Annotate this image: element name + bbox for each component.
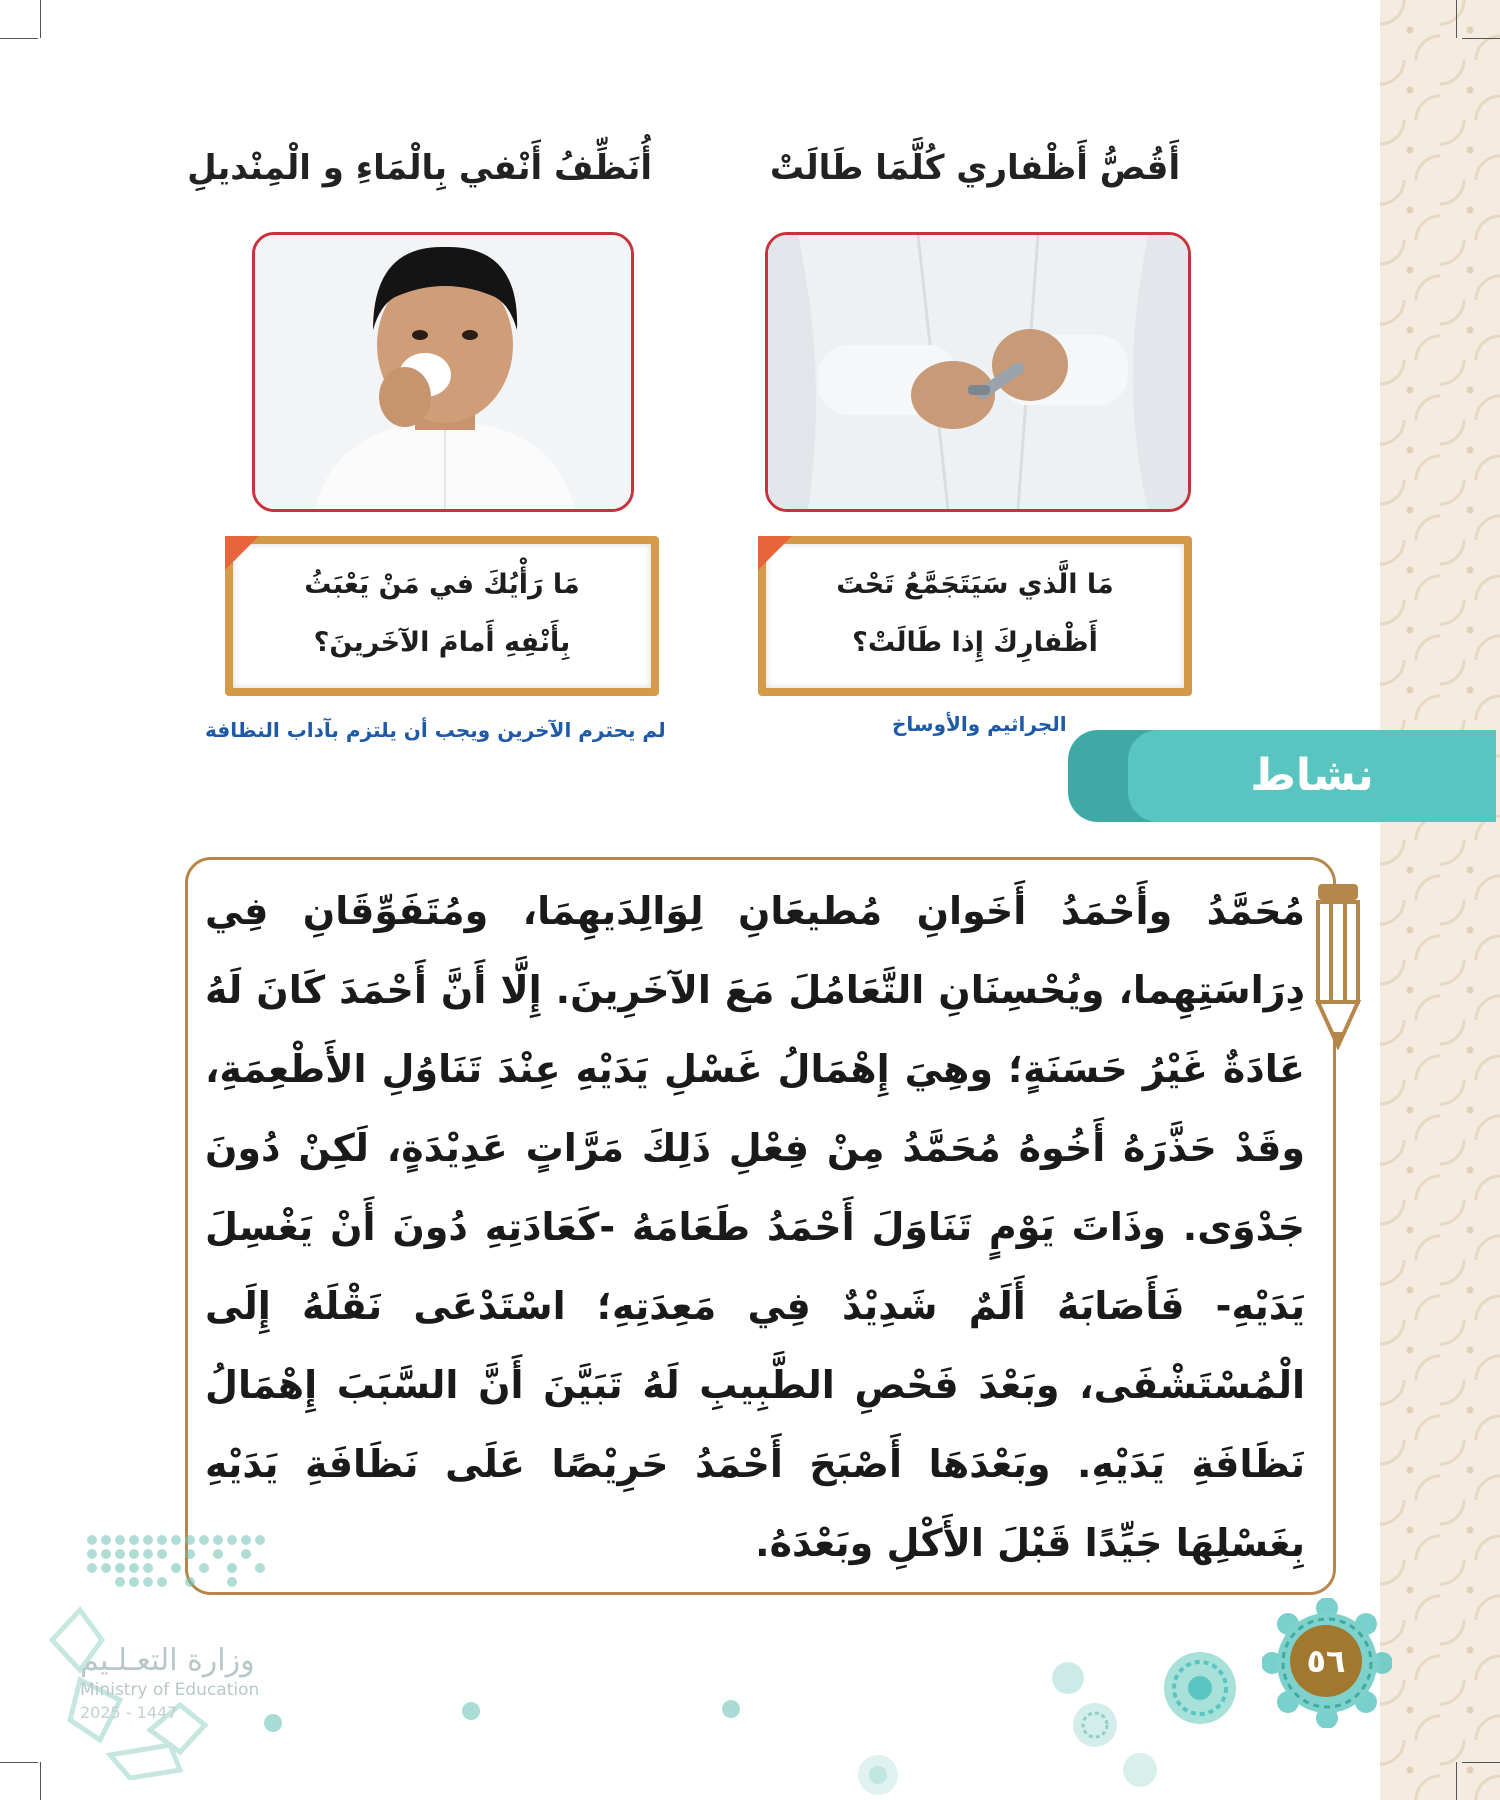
ministry-name-arabic: وزارة التعـلـيم bbox=[80, 1643, 255, 1678]
rosette-ornament bbox=[720, 1698, 742, 1720]
question-text bbox=[233, 556, 651, 672]
activity-label: نشاط bbox=[1250, 750, 1374, 801]
card-caption-nails: أَقُصُّ أَظْفاري كُلَّمَا طَالَتْ bbox=[769, 148, 1181, 188]
crop-mark bbox=[1462, 1762, 1500, 1763]
page-number: ٥٦ bbox=[1306, 1642, 1346, 1680]
question-line: بِأَنْفِهِ أَمامَ الآخَرينَ؟ bbox=[313, 627, 571, 658]
card-caption-nose: أُنَظِّفُ أَنْفي بِالْمَاءِ و الْمِنْديلِ bbox=[187, 148, 652, 188]
rosette-ornament bbox=[460, 1700, 482, 1722]
crop-mark bbox=[0, 1762, 38, 1763]
question-line: مَا الَّذي سَيَتَجَمَّعُ تَحْتَ bbox=[836, 569, 1114, 600]
story-paragraph: مُحَمَّدُ وأَحْمَدُ أَخَوانِ مُطيعَانِ لِوَالِدَيهِمَا، ومُتَفَوِّقَانِ فِي دِرَاسَتِهِما، ويُحْسِنَانِ التَّعَامُلَ مَعَ الآخَرِينَ. إِلَّا أَنَّ أَحْمَدَ كَانَ لَهُ عَادَةٌ غَيْرُ حَسَنَةٍ؛ وهِيَ إِهْمَالُ غَسْلِ يَدَيْهِ عِنْدَ تَنَاوُلِ الأَطْعِمَةِ، وقَدْ حَذَّرَهُ أَخُوهُ مُحَمَّدُ مِنْ فِعْلِ ذَلِكَ مَرَّاتٍ عَدِيْدَةٍ، لَكِنْ دُونَ جَدْوَى. وذَاتَ يَوْمٍ تَنَاوَلَ أَحْمَدُ طَعَامَهُ -كَعَادَتِهِ دُونَ أَنْ يَغْسِلَ يَدَيْهِ- فَأَصَابَهُ أَلَمٌ شَدِيْدٌ فِي مَعِدَتِهِ؛ اسْتَدْعَى نَقْلَهُ إِلَى الْمُسْتَشْفَى، وبَعْدَ فَحْصِ الطَّبِيبِ لَهُ تَبَيَّنَ أَنَّ السَّبَبَ إِهْمَالُ نَظَافَةِ يَدَيْهِ. وبَعْدَهَا أَصْبَحَ أَحْمَدُ حَرِيْصًا عَلَى نَظَافَةِ يَدَيْهِ بِغَسْلِهَا جَيِّدًا قَبْلَ الأَكْلِ وبَعْدَهُ. bbox=[205, 889, 1305, 1565]
question-line: أَظْفارِكَ إِذا طَالَتْ؟ bbox=[852, 627, 1098, 658]
crop-mark bbox=[0, 38, 38, 39]
pencil-icon bbox=[1310, 880, 1366, 1050]
question-text bbox=[766, 556, 1184, 672]
question-box-nails bbox=[758, 536, 1192, 696]
answer-text-nails: الجراثيم والأوساخ bbox=[892, 712, 1067, 736]
nail-clipping-photo bbox=[765, 232, 1191, 512]
rosette-ornament bbox=[855, 1752, 901, 1798]
crop-mark bbox=[1462, 38, 1500, 39]
crop-mark bbox=[1456, 1762, 1457, 1800]
crop-mark bbox=[40, 0, 41, 38]
boy-blowing-nose-photo bbox=[252, 232, 634, 512]
side-decorative-pattern bbox=[1380, 0, 1500, 1800]
rosette-ornament bbox=[1160, 1648, 1240, 1728]
rosette-ornament bbox=[262, 1712, 284, 1734]
answer-text-nose: لم يحترم الآخرين ويجب أن يلتزم بآداب النظافة bbox=[205, 718, 666, 742]
rosette-ornament bbox=[1120, 1750, 1160, 1790]
question-box-nose bbox=[225, 536, 659, 696]
rosette-ornament bbox=[1070, 1700, 1120, 1750]
crop-mark bbox=[1456, 0, 1457, 38]
rosette-ornament bbox=[1050, 1660, 1086, 1696]
ministry-name-english: Ministry of Education bbox=[80, 1680, 260, 1700]
question-line: مَا رَأْيُكَ في مَنْ يَعْبَثُ bbox=[304, 569, 580, 600]
edition-year: 2025 - 1447 bbox=[80, 1703, 178, 1722]
